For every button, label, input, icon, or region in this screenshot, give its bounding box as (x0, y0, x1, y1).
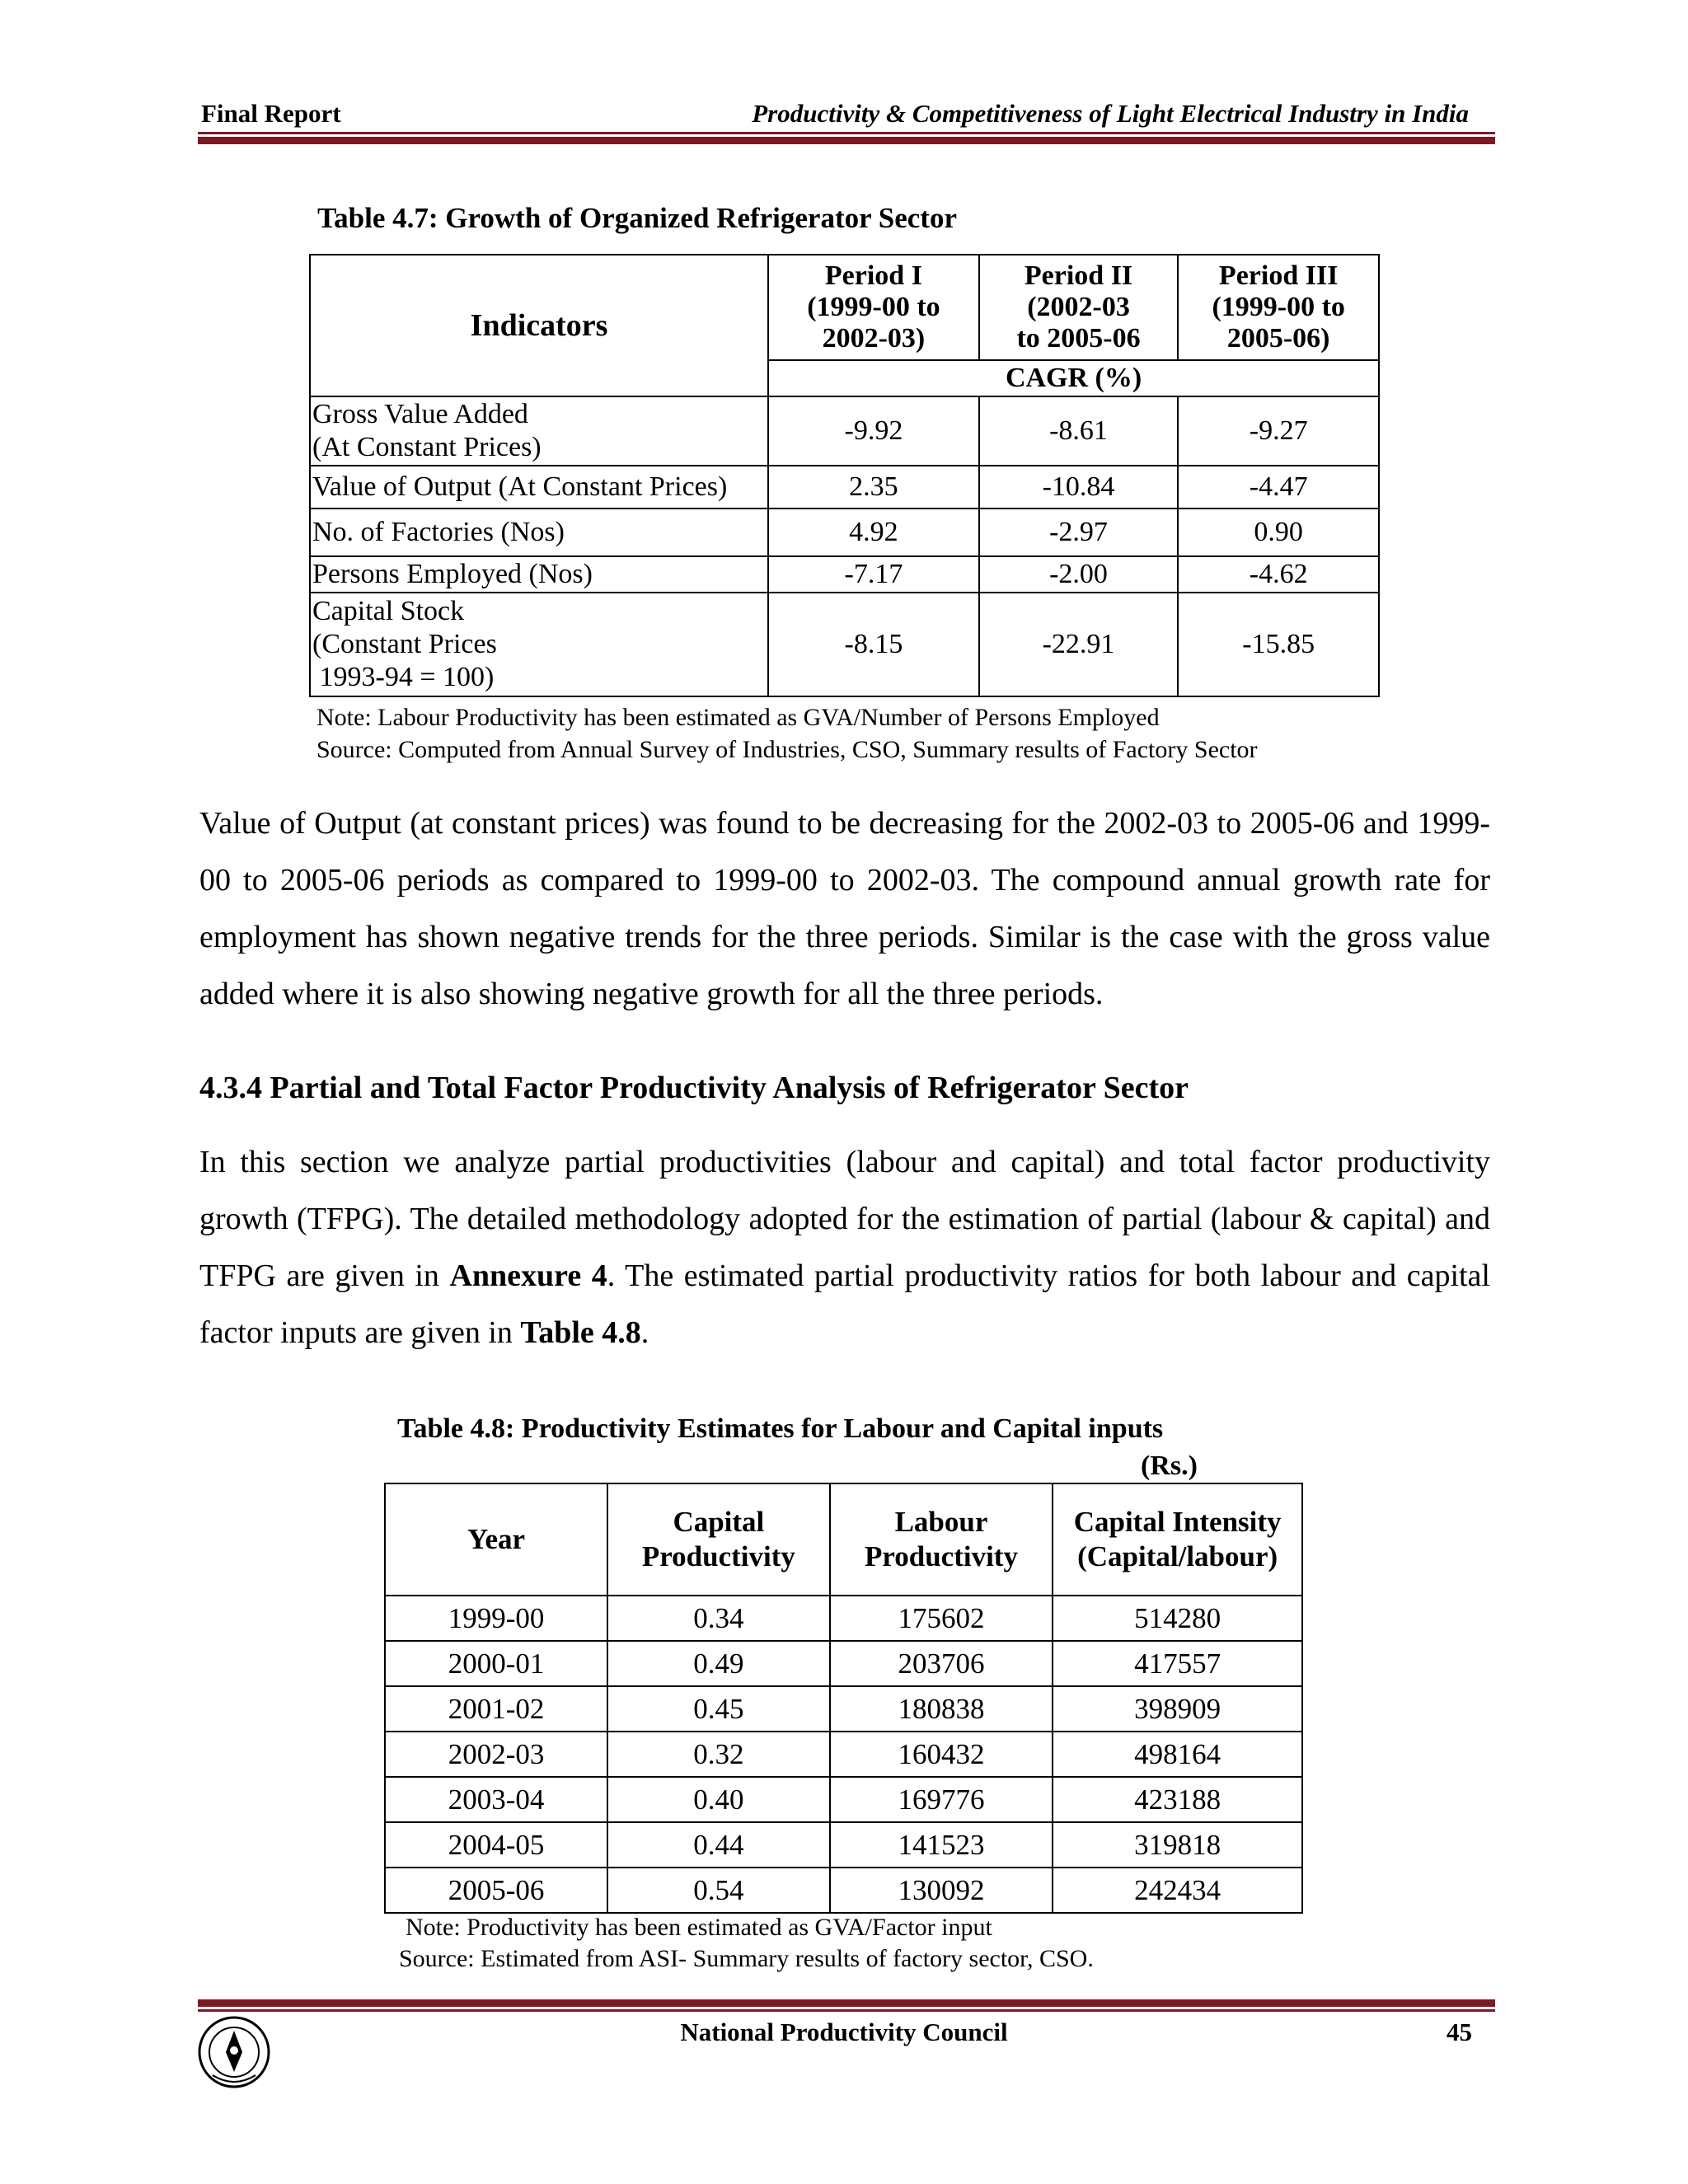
table-cell: 0.44 (607, 1822, 830, 1868)
table-row (385, 1777, 1302, 1822)
table-cell: 203706 (830, 1641, 1053, 1686)
table-cell: 2005-06 (385, 1868, 607, 1913)
table-cell: -4.62 (1178, 556, 1379, 593)
header-rule-thick (198, 137, 1495, 144)
header-labour-productivity: Labour Productivity (830, 1483, 1053, 1596)
table-4-7 (309, 254, 1380, 697)
table-cell: 417557 (1053, 1641, 1302, 1686)
page-number: 45 (1447, 2018, 1472, 2046)
annexure-reference: Annexure 4 (449, 1258, 607, 1293)
table-cell: 398909 (1053, 1686, 1302, 1732)
row-label: Persons Employed (Nos) (310, 556, 768, 593)
table-cell: 514280 (1053, 1596, 1302, 1641)
period-1-header: Period I (1999-00 to 2002-03) (768, 255, 979, 360)
table-4-8-caption: Table 4.8: Productivity Estimates for Labour and Capital inputs (397, 1413, 1164, 1444)
table-row (385, 1641, 1302, 1686)
table-4-7-note: Note: Labour Productivity has been estimated as GVA/Number of Persons Employed (316, 704, 1160, 731)
table-cell: 141523 (830, 1822, 1053, 1868)
row-label: Capital Stock (Constant Prices 1993-94 = 100) (310, 593, 768, 696)
paragraph-output-trends: Value of Output (at constant prices) was found to be decreasing for the 2002-03 to 2005-06 and 1999-00 to 2005-06 periods as compared to 1999-00 to 2002-03. The compound annual growth rate for employment has shown negative trends for the three periods. Similar is the case with the gross value added where it is also showing negative growth for all the three periods. (199, 806, 1490, 1011)
table-row (310, 593, 1379, 696)
header-year: Year (385, 1483, 607, 1596)
paragraph-productivity-intro: In this section we analyze partial productivities (labour and capital) and total factor productivity growth (TFPG). The detailed methodology adopted for the estimation of partial (labour & capital) and TFPG are given in Annexure 4. The estimated partial productivity ratios for both labour and capital factor inputs are given in Table 4.8. (199, 1145, 1490, 1350)
table-cell: -9.27 (1178, 396, 1379, 466)
cagr-header: CAGR (%) (768, 360, 1379, 396)
header-capital-productivity: Capital Productivity (607, 1483, 830, 1596)
indicators-header: Indicators (310, 255, 768, 396)
row-label: No. of Factories (Nos) (310, 509, 768, 556)
table-cell: 0.40 (607, 1777, 830, 1822)
table-cell: -8.61 (979, 396, 1179, 466)
table-reference: Table 4.8 (520, 1315, 641, 1350)
table-cell: -2.00 (979, 556, 1179, 593)
header-right-title: Productivity & Competitiveness of Light Electrical Industry in India (752, 99, 1469, 128)
table-4-7-source: Source: Computed from Annual Survey of Industries, CSO, Summary results of Factory Sector (316, 736, 1258, 763)
section-heading: 4.3.4 Partial and Total Factor Productivity Analysis of Refrigerator Sector (199, 1071, 1189, 1105)
table-cell: 169776 (830, 1777, 1053, 1822)
footer-rule-thin (198, 2009, 1495, 2012)
table-row (385, 1596, 1302, 1641)
table-cell: 2003-04 (385, 1777, 607, 1822)
period-3-header: Period III (1999-00 to 2005-06) (1178, 255, 1379, 360)
table-cell: 180838 (830, 1686, 1053, 1732)
table-cell: 0.45 (607, 1686, 830, 1732)
table-row (385, 1868, 1302, 1913)
footer-rule-thick (198, 1999, 1495, 2007)
table-cell: 175602 (830, 1596, 1053, 1641)
table-cell: 2004-05 (385, 1822, 607, 1868)
table-row (310, 556, 1379, 593)
table-cell: 423188 (1053, 1777, 1302, 1822)
table-4-8 (384, 1483, 1303, 1914)
table-cell: -15.85 (1178, 593, 1379, 696)
table-row (310, 509, 1379, 556)
table-cell: 0.90 (1178, 509, 1379, 556)
table-cell: 319818 (1053, 1822, 1302, 1868)
table-row (310, 466, 1379, 509)
table-row (385, 1732, 1302, 1777)
table-cell: 2001-02 (385, 1686, 607, 1732)
header-capital-intensity: Capital Intensity (Capital/labour) (1053, 1483, 1302, 1596)
table-cell: 2.35 (768, 466, 979, 509)
table-cell: -10.84 (979, 466, 1179, 509)
table-cell: 2000-01 (385, 1641, 607, 1686)
table-4-7-caption: Table 4.7: Growth of Organized Refrigerator Sector (317, 202, 957, 234)
period-2-header: Period II (2002-03 to 2005-06 (979, 255, 1179, 360)
footer-organization: National Productivity Council (680, 2018, 1008, 2046)
table-row (310, 396, 1379, 466)
table-cell: 498164 (1053, 1732, 1302, 1777)
header-rule-thin (198, 132, 1495, 134)
table-4-8-note: Note: Productivity has been estimated as GVA/Factor input (406, 1914, 992, 1941)
table-cell: -22.91 (979, 593, 1179, 696)
table-cell: -9.92 (768, 396, 979, 466)
table-cell: 4.92 (768, 509, 979, 556)
row-label: Gross Value Added (At Constant Prices) (310, 396, 768, 466)
table-cell: 2002-03 (385, 1732, 607, 1777)
table-4-8-source: Source: Estimated from ASI- Summary results of factory sector, CSO. (399, 1945, 1094, 1972)
table-cell: -2.97 (979, 509, 1179, 556)
row-label: Value of Output (At Constant Prices) (310, 466, 768, 509)
table-cell: 0.54 (607, 1868, 830, 1913)
table-cell: 0.32 (607, 1732, 830, 1777)
table-cell: 0.34 (607, 1596, 830, 1641)
table-cell: 160432 (830, 1732, 1053, 1777)
table-row (385, 1686, 1302, 1732)
table-4-8-unit: (Rs.) (1141, 1451, 1198, 1481)
header-left-title: Final Report (201, 99, 341, 128)
table-cell: 0.49 (607, 1641, 830, 1686)
table-cell: 130092 (830, 1868, 1053, 1913)
table-row (385, 1822, 1302, 1868)
table-cell: -7.17 (768, 556, 979, 593)
table-cell: -4.47 (1178, 466, 1379, 509)
table-cell: 1999-00 (385, 1596, 607, 1641)
table-cell: 242434 (1053, 1868, 1302, 1913)
table-cell: -8.15 (768, 593, 979, 696)
